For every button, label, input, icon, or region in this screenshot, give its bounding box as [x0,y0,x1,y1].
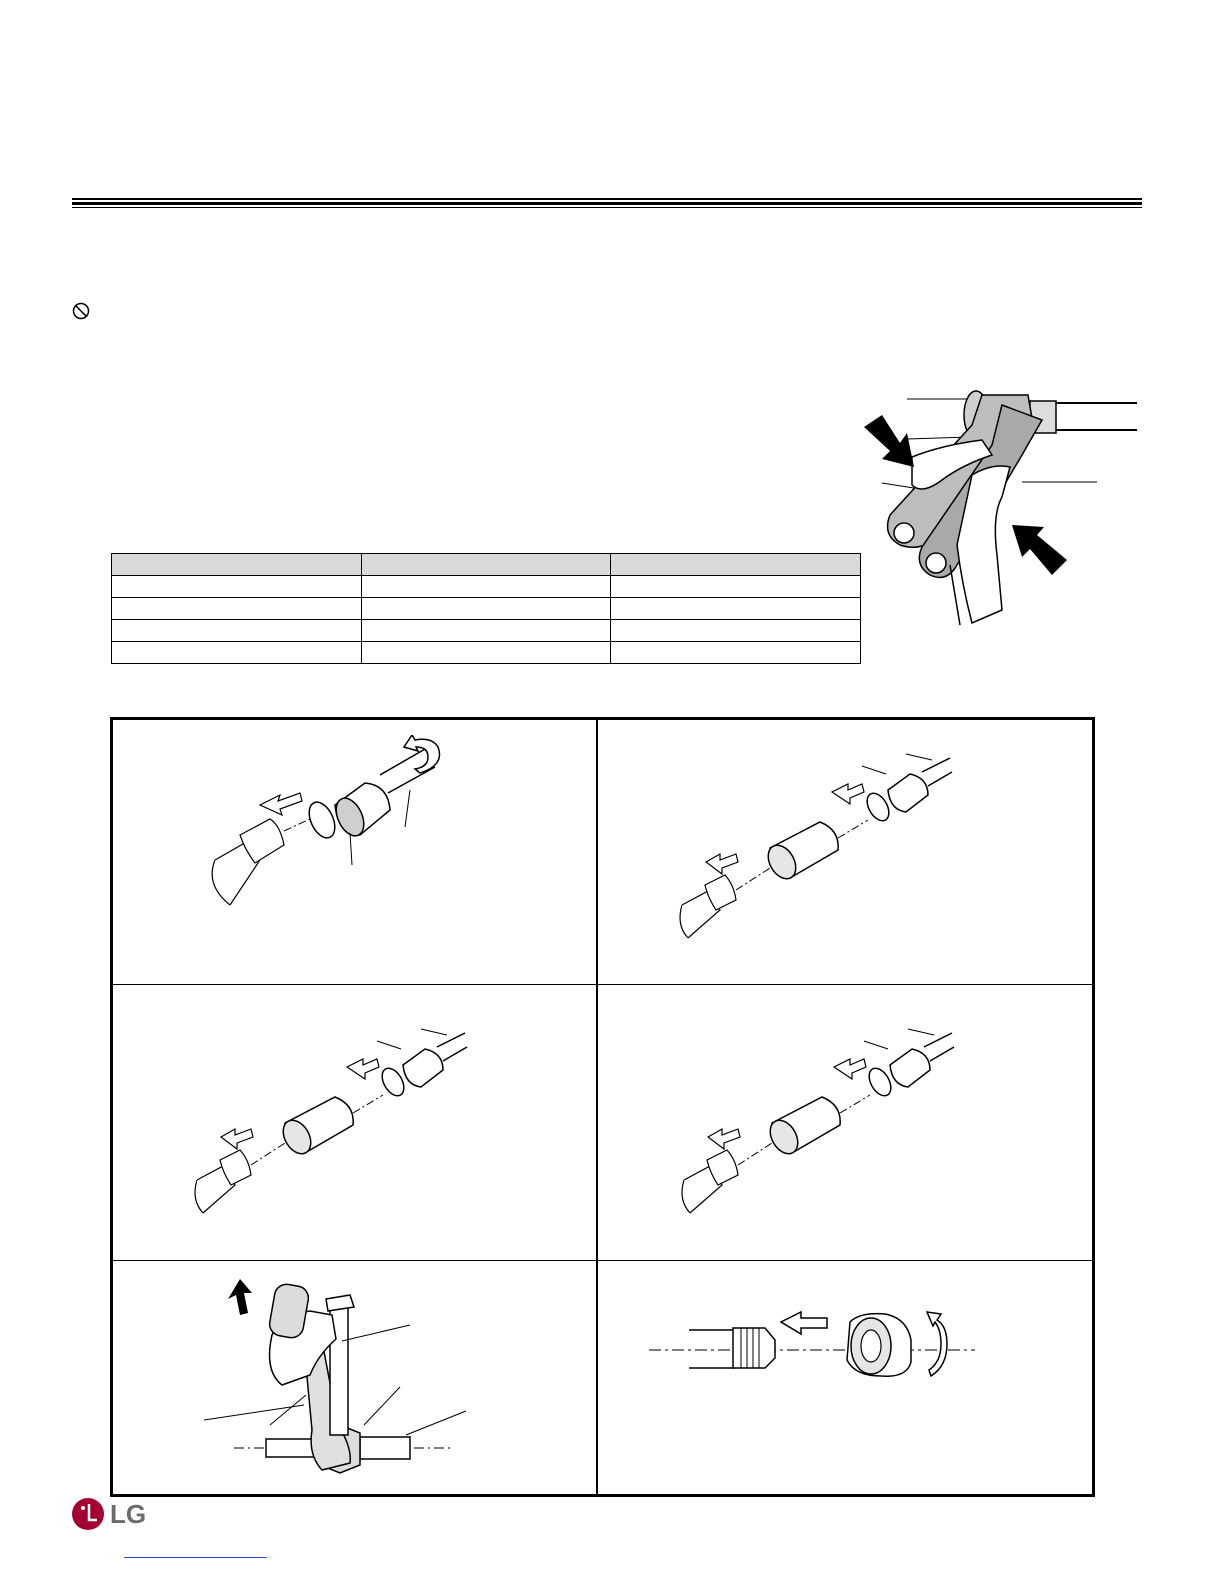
table-cell [112,598,362,620]
two-wrench-tightening-illustration [852,385,1142,630]
torque-table [111,553,861,664]
table-row [112,642,861,664]
table-cell [361,620,611,642]
table-cell [611,642,861,664]
flare-nut-threading-illustration [645,1300,985,1400]
table-cell [112,642,362,664]
header-rule-top [72,198,1142,200]
footer-link[interactable] [124,1557,267,1558]
table-cell [112,576,362,598]
table-row [112,598,861,620]
table-cell [361,598,611,620]
table-cell [611,598,861,620]
table-cell [361,576,611,598]
table-header-cell [112,554,362,576]
flare-union-disassembly-illustration-1 [670,750,960,945]
table-row [112,620,861,642]
prohibition-icon [72,302,90,320]
table-row [112,576,861,598]
flare-union-disassembly-illustration-2 [185,1025,475,1220]
table-header-cell [361,554,611,576]
panel-divider-horizontal [110,984,1095,985]
table-cell [611,576,861,598]
panel-divider-horizontal [110,1260,1095,1261]
header-rule-middle [72,202,1142,205]
flare-nut-removal-illustration [200,735,470,915]
header-rule-bottom [72,207,1142,208]
lg-logo [70,1496,160,1532]
table-cell [361,642,611,664]
lg-logo-text: LG [110,1499,147,1529]
table-cell [112,620,362,642]
table-header-cell [611,554,861,576]
flare-union-disassembly-illustration-3 [672,1025,962,1220]
pipe-wrench-loosening-illustration [200,1275,480,1480]
table-header-row [112,554,861,576]
table-cell [611,620,861,642]
panel-divider-vertical [596,717,598,1497]
